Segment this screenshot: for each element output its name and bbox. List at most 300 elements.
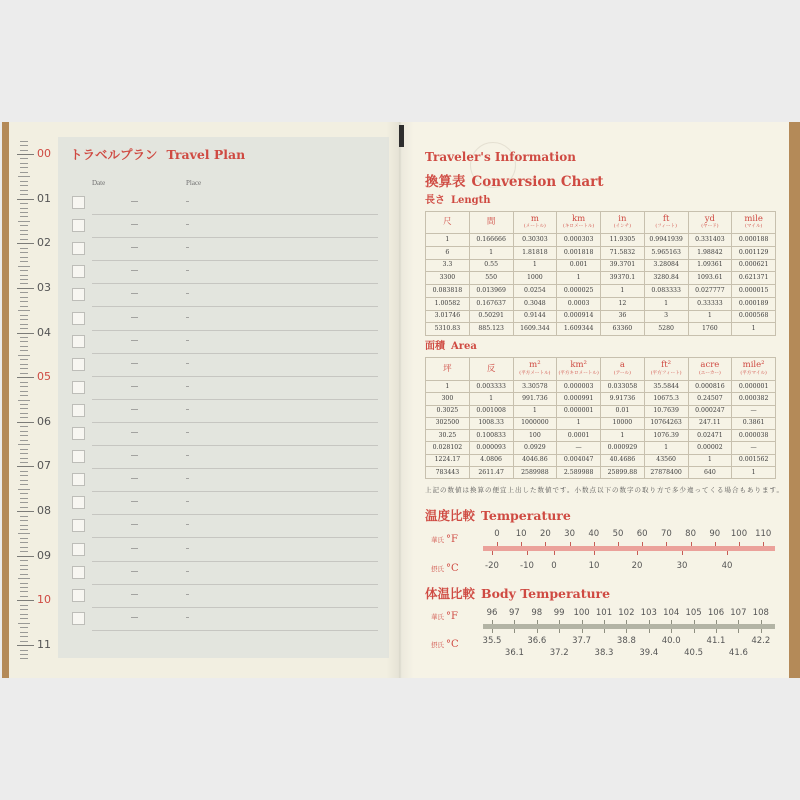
- length-table-cell: 0.0254: [514, 285, 558, 298]
- world-map-background: [58, 137, 389, 658]
- length-table-header-cell: [732, 212, 776, 234]
- fahrenheit-tick: [666, 542, 667, 546]
- area-table-cell: 2.589988: [557, 467, 601, 479]
- plan-row-line: [92, 260, 378, 261]
- area-table-cell: 1076.39: [645, 430, 689, 442]
- length-table-cell: 12: [601, 298, 645, 311]
- body-celsius-tick: [537, 629, 538, 633]
- fahrenheit-value: 100: [730, 528, 748, 539]
- celsius-value: 30: [676, 560, 688, 571]
- length-table-cell: 5310.83: [426, 323, 470, 336]
- length-table-cell: 0.001129: [732, 247, 776, 260]
- date-separator-mark: [131, 501, 138, 502]
- plan-checkbox: [72, 335, 85, 348]
- fahrenheit-tick: [497, 542, 498, 546]
- plan-row-line: [92, 237, 378, 238]
- ruler-tick: [20, 248, 28, 249]
- ruler-tick: [20, 163, 28, 164]
- hour-label: 07: [37, 459, 51, 473]
- fahrenheit-value: 30: [564, 528, 575, 539]
- plan-row-line: [92, 283, 378, 284]
- body-fahrenheit-tick: [649, 620, 650, 624]
- plan-checkbox: [72, 242, 85, 255]
- length-table-header-cell: [557, 212, 601, 234]
- temperature-title-ja: 温度比較: [425, 508, 476, 523]
- ruler-tick: [20, 328, 28, 329]
- date-column-header: Date: [92, 179, 106, 187]
- ruler-tick: [20, 368, 28, 369]
- ruler-tick: [20, 212, 28, 213]
- plan-row-line: [92, 306, 378, 307]
- body-fahrenheit-value: 98: [531, 607, 543, 618]
- length-table-cell: 11.9305: [601, 234, 645, 247]
- length-table-cell: 0.167637: [470, 298, 514, 311]
- ruler-tick: [20, 551, 28, 552]
- area-table-cell: 1: [470, 393, 514, 405]
- area-label-en: Area: [451, 341, 477, 352]
- area-table-cell: 0.033058: [601, 381, 645, 393]
- area-table-cell: 1000000: [514, 418, 558, 430]
- date-separator-mark: [131, 571, 138, 572]
- ruler-tick: [17, 422, 34, 423]
- area-table-cell: 300: [426, 393, 470, 405]
- length-table-cell: 3: [645, 311, 689, 324]
- ruler-tick: [20, 431, 28, 432]
- ruler-tick: [20, 614, 28, 615]
- body-celsius-tick: [492, 629, 493, 633]
- travel-plan-title-ja: トラベルプラン: [70, 147, 158, 162]
- body-temperature-title-en: Body Temperature: [481, 586, 611, 601]
- body-fahrenheit-unit: °F: [446, 611, 458, 622]
- area-table-cell: 1: [601, 430, 645, 442]
- plan-row-line: [92, 561, 378, 562]
- ruler-tick: [20, 279, 28, 280]
- elastic-band: [399, 125, 404, 147]
- length-table-cell: 0.331403: [689, 234, 733, 247]
- area-table-cell: 1: [557, 418, 601, 430]
- fahrenheit-value: 90: [709, 528, 721, 539]
- area-table-cell: 0.000247: [689, 406, 733, 418]
- length-table-cell: 0.000189: [732, 298, 776, 311]
- body-fahrenheit-value: 101: [595, 607, 613, 618]
- ruler-tick: [17, 377, 34, 378]
- ruler-tick: [20, 654, 28, 655]
- celsius-tick: [637, 551, 638, 555]
- ruler-tick: [18, 533, 30, 534]
- length-table-cell: 0.013969: [470, 285, 514, 298]
- ruler-tick: [20, 261, 28, 262]
- fahrenheit-tick: [570, 542, 571, 546]
- body-fahrenheit-tick: [604, 620, 605, 624]
- date-separator-mark: [131, 617, 138, 618]
- date-separator-mark: [131, 455, 138, 456]
- body-celsius-tick: [716, 629, 717, 633]
- ruler-tick: [20, 449, 28, 450]
- celsius-value: 10: [588, 560, 600, 571]
- fahrenheit-tick: [763, 542, 764, 546]
- ruler-tick: [20, 270, 28, 271]
- ruler-tick: [20, 141, 28, 142]
- body-fahrenheit-tick: [537, 620, 538, 624]
- length-table-cell: 0.000568: [732, 311, 776, 324]
- area-table-cell: 991.736: [514, 393, 558, 405]
- body-temperature-title-ja: 体温比較: [425, 586, 476, 601]
- length-table-cell: 36: [601, 311, 645, 324]
- body-fahrenheit-tick: [738, 620, 739, 624]
- length-conversion-table: [425, 211, 776, 336]
- body-fahrenheit-tick: [514, 620, 515, 624]
- celsius-tick: [727, 551, 728, 555]
- ruler-tick: [20, 319, 28, 320]
- area-table-header-cell: [470, 358, 514, 381]
- fahrenheit-value: 10: [515, 528, 527, 539]
- area-table-header-cell: [689, 358, 733, 381]
- ruler-tick: [18, 266, 30, 267]
- area-table-cell: 0.000382: [732, 393, 776, 405]
- travel-plan-title-en: Travel Plan: [166, 147, 246, 162]
- body-celsius-value: 38.8: [616, 635, 636, 646]
- plan-row-line: [92, 445, 378, 446]
- plan-checkbox: [72, 589, 85, 602]
- conversion-note: 上記の数値は換算の便宜上出した数値です。小数点以下の数字の取り方で多少違ってくる場合もあります。: [425, 486, 784, 494]
- date-separator-mark: [131, 340, 138, 341]
- ruler-tick: [17, 154, 34, 155]
- plan-row-line: [92, 353, 378, 354]
- notebook-cover-right-edge: [789, 122, 800, 678]
- area-table-cell: 10675.3: [645, 393, 689, 405]
- length-table-unit-symbol: yd: [704, 213, 715, 224]
- area-table-cell: 0.000816: [689, 381, 733, 393]
- length-table-unit-reading: (インチ): [613, 224, 632, 230]
- ruler-tick: [20, 391, 28, 392]
- date-separator-mark: [131, 524, 138, 525]
- area-table-cell: 0.3861: [732, 418, 776, 430]
- place-marker: [186, 617, 189, 618]
- length-table-cell: 0.55: [470, 260, 514, 273]
- place-marker: [186, 432, 189, 433]
- place-marker: [186, 224, 189, 225]
- body-fahrenheit-tick: [716, 620, 717, 624]
- length-table-cell: 0.9144: [514, 311, 558, 324]
- ruler-tick: [18, 578, 30, 579]
- hour-label: 09: [37, 548, 51, 562]
- hour-label: 00: [37, 147, 51, 160]
- ruler-tick: [18, 400, 30, 401]
- place-marker: [186, 270, 189, 271]
- date-separator-mark: [131, 224, 138, 225]
- ruler-tick: [20, 194, 28, 195]
- ruler-tick: [20, 230, 28, 231]
- ruler-tick: [20, 591, 28, 592]
- area-table-cell: 0.000003: [557, 381, 601, 393]
- date-separator-mark: [131, 594, 138, 595]
- ruler-tick: [18, 355, 30, 356]
- area-table-cell: 0.0001: [557, 430, 601, 442]
- celsius-tick: [682, 551, 683, 555]
- body-celsius-value: 35.5: [482, 635, 502, 646]
- ruler-tick: [20, 337, 28, 338]
- area-table-cell: 247.11: [689, 418, 733, 430]
- travel-plan-title: [70, 146, 245, 164]
- area-table-cell: 0.000093: [470, 442, 514, 454]
- ruler-tick: [20, 234, 28, 235]
- ruler-tick: [20, 239, 28, 240]
- area-table-unit-reading: (エーカー): [698, 370, 721, 376]
- temperature-fahrenheit-label: [431, 531, 458, 546]
- plan-checkbox: [72, 312, 85, 325]
- celsius-unit: °C: [446, 563, 459, 574]
- length-table-cell: 0.000015: [732, 285, 776, 298]
- ruler-tick: [20, 609, 28, 610]
- area-table-unit-symbol: a: [619, 360, 625, 371]
- plan-row-line: [92, 491, 378, 492]
- body-celsius-tick: [761, 629, 762, 633]
- fahrenheit-tick: [691, 542, 692, 546]
- length-table-cell: 0.621371: [732, 272, 776, 285]
- celsius-label-ja: 摂氏: [431, 565, 444, 573]
- length-table-cell: 0.9941939: [645, 234, 689, 247]
- area-table-unit-symbol: km²: [570, 360, 587, 371]
- area-table-cell: —: [732, 406, 776, 418]
- ruler-tick: [17, 288, 34, 289]
- body-fahrenheit-label-ja: 華氏: [431, 613, 444, 621]
- length-table-cell: 0.0003: [557, 298, 601, 311]
- ruler-tick: [17, 645, 34, 646]
- plan-row-line: [92, 468, 378, 469]
- area-table-cell: 10764263: [645, 418, 689, 430]
- ruler-tick: [20, 382, 28, 383]
- body-fahrenheit-value: 108: [752, 607, 769, 618]
- area-table-unit-symbol: ft²: [661, 360, 672, 371]
- length-table-cell: 1.09361: [689, 260, 733, 273]
- area-table-unit-reading: (平方フィート): [650, 370, 682, 376]
- conversion-chart-title: [425, 173, 604, 191]
- ruler-tick: [20, 627, 28, 628]
- length-table-cell: 1: [732, 323, 776, 336]
- area-table-cell: 3.30578: [514, 381, 558, 393]
- travelers-information-heading: Traveler's Information: [425, 150, 577, 164]
- area-table-cell: 25899.88: [601, 467, 645, 479]
- length-table-cell: 0.30303: [514, 234, 558, 247]
- ruler-tick: [20, 583, 28, 584]
- length-table-cell: 71.5832: [601, 247, 645, 260]
- area-table-cell: 1: [732, 467, 776, 479]
- length-table-unit-reading: (メートル): [523, 224, 546, 230]
- ruler-tick: [20, 350, 28, 351]
- area-table-cell: 0.000991: [557, 393, 601, 405]
- body-fahrenheit-value: 107: [730, 607, 747, 618]
- ruler-tick: [20, 257, 28, 258]
- ruler-tick: [20, 560, 28, 561]
- place-marker: [186, 363, 189, 364]
- ruler-tick: [20, 574, 28, 575]
- body-fahrenheit-value: 103: [640, 607, 657, 618]
- place-marker: [186, 386, 189, 387]
- body-celsius-value: 42.2: [751, 635, 771, 646]
- plan-checkbox: [72, 496, 85, 509]
- length-table-cell: 5.965163: [645, 247, 689, 260]
- area-table-cell: 100: [514, 430, 558, 442]
- body-celsius-tick: [582, 629, 583, 633]
- place-marker: [186, 594, 189, 595]
- ruler-tick: [20, 145, 28, 146]
- area-table-cell: 10.7639: [645, 406, 689, 418]
- ruler-tick: [20, 301, 28, 302]
- body-celsius-value: 39.4: [639, 647, 659, 658]
- conversion-chart-title-en: Conversion Chart: [471, 174, 604, 190]
- place-marker: [186, 571, 189, 572]
- area-table-cell: 0.01: [601, 406, 645, 418]
- area-table-cell: 0.028102: [426, 442, 470, 454]
- plan-checkbox: [72, 404, 85, 417]
- body-fahrenheit-value: 106: [707, 607, 725, 618]
- ruler-tick: [20, 618, 28, 619]
- area-table-cell: 0.100833: [470, 430, 514, 442]
- area-table-cell: 0.24507: [689, 393, 733, 405]
- hour-label: 05: [37, 370, 51, 384]
- place-marker: [186, 247, 189, 248]
- length-table-unit-reading: (キロメートル): [563, 224, 595, 230]
- area-table-cell: 43560: [645, 455, 689, 467]
- ruler-tick: [20, 458, 28, 459]
- body-celsius-value: 37.7: [572, 635, 592, 646]
- area-table-cell: 0.000929: [601, 442, 645, 454]
- length-table-cell: 1760: [689, 323, 733, 336]
- ruler-tick: [20, 181, 28, 182]
- body-fahrenheit-tick: [626, 620, 627, 624]
- length-table-cell: 0.001: [557, 260, 601, 273]
- date-separator-mark: [131, 363, 138, 364]
- plan-row-line: [92, 330, 378, 331]
- area-table-unit-reading: (アール): [613, 370, 631, 376]
- place-marker: [186, 478, 189, 479]
- fahrenheit-tick: [642, 542, 643, 546]
- length-table-cell: 3280.84: [645, 272, 689, 285]
- plan-row-line: [92, 376, 378, 377]
- body-celsius-tick: [694, 629, 695, 633]
- length-table-cell: 885.123: [470, 323, 514, 336]
- ruler-tick: [20, 158, 28, 159]
- area-table-cell: 1: [645, 442, 689, 454]
- place-column-header: Place: [186, 179, 202, 187]
- area-table-cell: 0.02471: [689, 430, 733, 442]
- ruler-tick: [20, 658, 28, 659]
- ruler-tick: [20, 493, 28, 494]
- celsius-value: -10: [520, 560, 534, 571]
- length-table-cell: 39.3701: [601, 260, 645, 273]
- ruler-tick: [20, 167, 28, 168]
- ruler-tick: [20, 525, 28, 526]
- area-table-cell: 0.004047: [557, 455, 601, 467]
- length-table-cell: 1000: [514, 272, 558, 285]
- area-table-cell: 1224.17: [426, 455, 470, 467]
- place-marker: [186, 548, 189, 549]
- ruler-tick: [20, 440, 28, 441]
- date-separator-mark: [131, 317, 138, 318]
- area-table-cell: 0.001562: [732, 455, 776, 467]
- date-separator-mark: [131, 386, 138, 387]
- date-separator-mark: [131, 293, 138, 294]
- area-table-cell: 0.000038: [732, 430, 776, 442]
- ruler-tick: [20, 341, 28, 342]
- length-table-header-cell: [426, 212, 470, 234]
- date-separator-mark: [131, 201, 138, 202]
- length-table-cell: 3.3: [426, 260, 470, 273]
- length-table-header-cell: [514, 212, 558, 234]
- plan-checkbox: [72, 381, 85, 394]
- length-table-cell: 1: [514, 260, 558, 273]
- fahrenheit-tick: [594, 542, 595, 546]
- area-table-unit-symbol: acre: [700, 360, 720, 371]
- place-marker: [186, 455, 189, 456]
- body-temperature-scale-bar: [483, 624, 775, 629]
- ruler-tick: [20, 502, 28, 503]
- length-table-unit-reading: (ヤード): [701, 224, 719, 230]
- body-fahrenheit-label: [431, 608, 458, 623]
- length-table-unit-symbol: 間: [486, 217, 496, 228]
- body-celsius-value: 40.5: [684, 647, 704, 658]
- place-marker: [186, 317, 189, 318]
- length-table-cell: 0.166666: [470, 234, 514, 247]
- body-celsius-value: 37.2: [549, 647, 569, 658]
- area-table-cell: 0.3025: [426, 406, 470, 418]
- ruler-tick: [20, 185, 28, 186]
- body-celsius-value: 36.6: [527, 635, 547, 646]
- body-fahrenheit-value: 96: [486, 607, 498, 618]
- plan-row-line: [92, 399, 378, 400]
- length-table-cell: 0.027777: [689, 285, 733, 298]
- ruler-tick: [20, 373, 28, 374]
- ruler-tick: [20, 172, 28, 173]
- body-fahrenheit-tick: [582, 620, 583, 624]
- ruler-tick: [20, 413, 28, 414]
- length-table-header-cell: [470, 212, 514, 234]
- ruler-tick: [20, 547, 28, 548]
- temperature-title: [425, 507, 571, 525]
- body-celsius-value: 41.6: [728, 647, 748, 658]
- area-table-cell: 1: [514, 406, 558, 418]
- length-table-cell: 0.083333: [645, 285, 689, 298]
- length-table-cell: 1093.61: [689, 272, 733, 285]
- length-section-label: [425, 194, 491, 208]
- body-temperature-title: [425, 585, 610, 603]
- area-table-unit-reading: (平方メートル): [519, 370, 551, 376]
- length-table-cell: 63360: [601, 323, 645, 336]
- ruler-tick: [18, 176, 30, 177]
- ruler-tick: [20, 216, 28, 217]
- celsius-tick: [594, 551, 595, 555]
- hour-label: 03: [37, 280, 51, 294]
- area-table-cell: 0.000001: [557, 406, 601, 418]
- ruler-tick: [20, 283, 28, 284]
- ruler-tick: [20, 292, 28, 293]
- area-table-header-cell: [601, 358, 645, 381]
- area-table-cell: 0.00002: [689, 442, 733, 454]
- plan-checkbox: [72, 566, 85, 579]
- ruler-tick: [20, 395, 28, 396]
- length-table-unit-symbol: mile: [744, 213, 763, 224]
- ruler-tick: [20, 364, 28, 365]
- ruler-tick: [17, 556, 34, 557]
- length-label-ja: 長さ: [425, 195, 445, 206]
- ruler-tick: [17, 466, 34, 467]
- length-table-cell: 0.50291: [470, 311, 514, 324]
- ruler-tick: [20, 650, 28, 651]
- ruler-tick: [20, 150, 28, 151]
- body-celsius-label: [431, 636, 459, 651]
- ruler-tick: [18, 444, 30, 445]
- ruler-tick: [17, 199, 34, 200]
